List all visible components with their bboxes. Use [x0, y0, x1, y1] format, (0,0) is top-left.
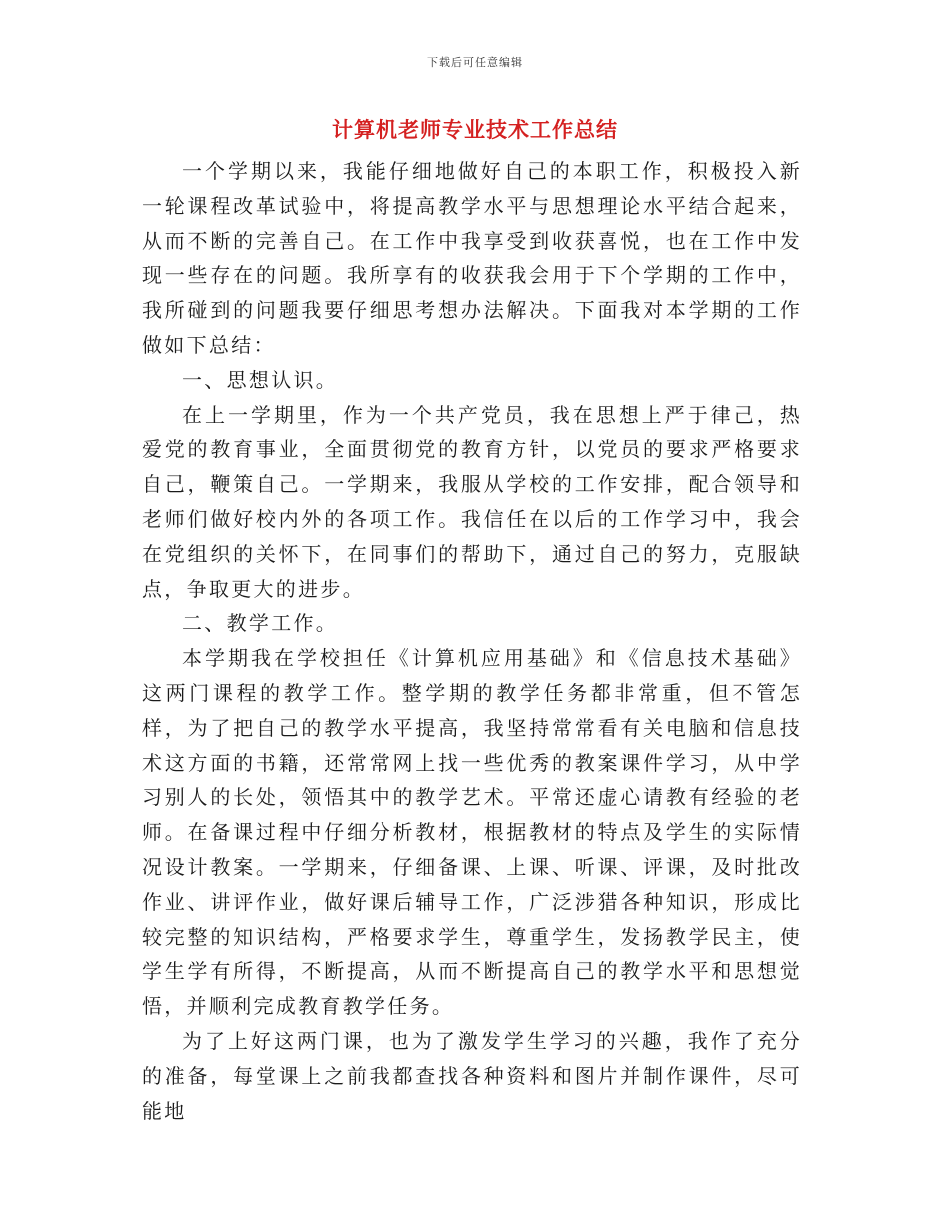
- paragraph-preparation: 为了上好这两门课，也为了激发学生学习的兴趣，我作了充分的准备，每堂课上之前我都查找各种资料和图片并制作课件，尽可能地: [142, 1028, 802, 1123]
- document-title: 计算机老师专业技术工作总结: [332, 118, 618, 142]
- document-body: [142, 154, 802, 1128]
- paragraph-intro: 一个学期以来，我能仔细地做好自己的本职工作，积极投入新一轮课程改革试验中，将提高教学水平与思想理论水平结合起来，从而不断的完善自己。在工作中我享受到收获喜悦，也在工作中发现一些存在的问题。我所享有的收获我会用于下个学期的工作中，我所碰到的问题我要仔细思考想办法解决。下面我对本学期的工作做如下总结：: [142, 159, 802, 357]
- section-heading-teaching: 二、教学工作。: [182, 611, 339, 636]
- header-note: 下载后可任意编辑: [427, 56, 523, 69]
- paragraph-teaching: 本学期我在学校担任《计算机应用基础》和《信息技术基础》这两门课程的教学工作。整学期的教学任务都非常重，但不管怎样，为了把自己的教学水平提高，我坚持常常看有关电脑和信息技术这方面的书籍，还常常网上找一些优秀的教案课件学习，从中学习别人的长处，领悟其中的教学艺术。平常还虚心请教有经验的老师。在备课过程中仔细分析教材，根据教材的特点及学生的实际情况设计教案。一学期来，仔细备课、上课、听课、评课，及时批改作业、讲评作业，做好课后辅导工作，广泛涉猎各种知识，形成比较完整的知识结构，严格要求学生，尊重学生，发扬教学民主，使学生学有所得，不断提高，从而不断提高自己的教学水平和思想觉悟，并顺利完成教育教学任务。: [142, 646, 802, 1019]
- paragraph-ideology: 在上一学期里，作为一个共产党员，我在思想上严于律己，热爱党的教育事业，全面贯彻党的教育方针，以党员的要求严格要求自己，鞭策自己。一学期来，我服从学校的工作安排，配合领导和老师们做好校内外的各项工作。我信任在以后的工作学习中，我会在党组织的关怀下，在同事们的帮助下，通过自己的努力，克服缺点，争取更大的进步。: [142, 402, 802, 601]
- section-heading-ideology: 一、思想认识。: [182, 367, 339, 392]
